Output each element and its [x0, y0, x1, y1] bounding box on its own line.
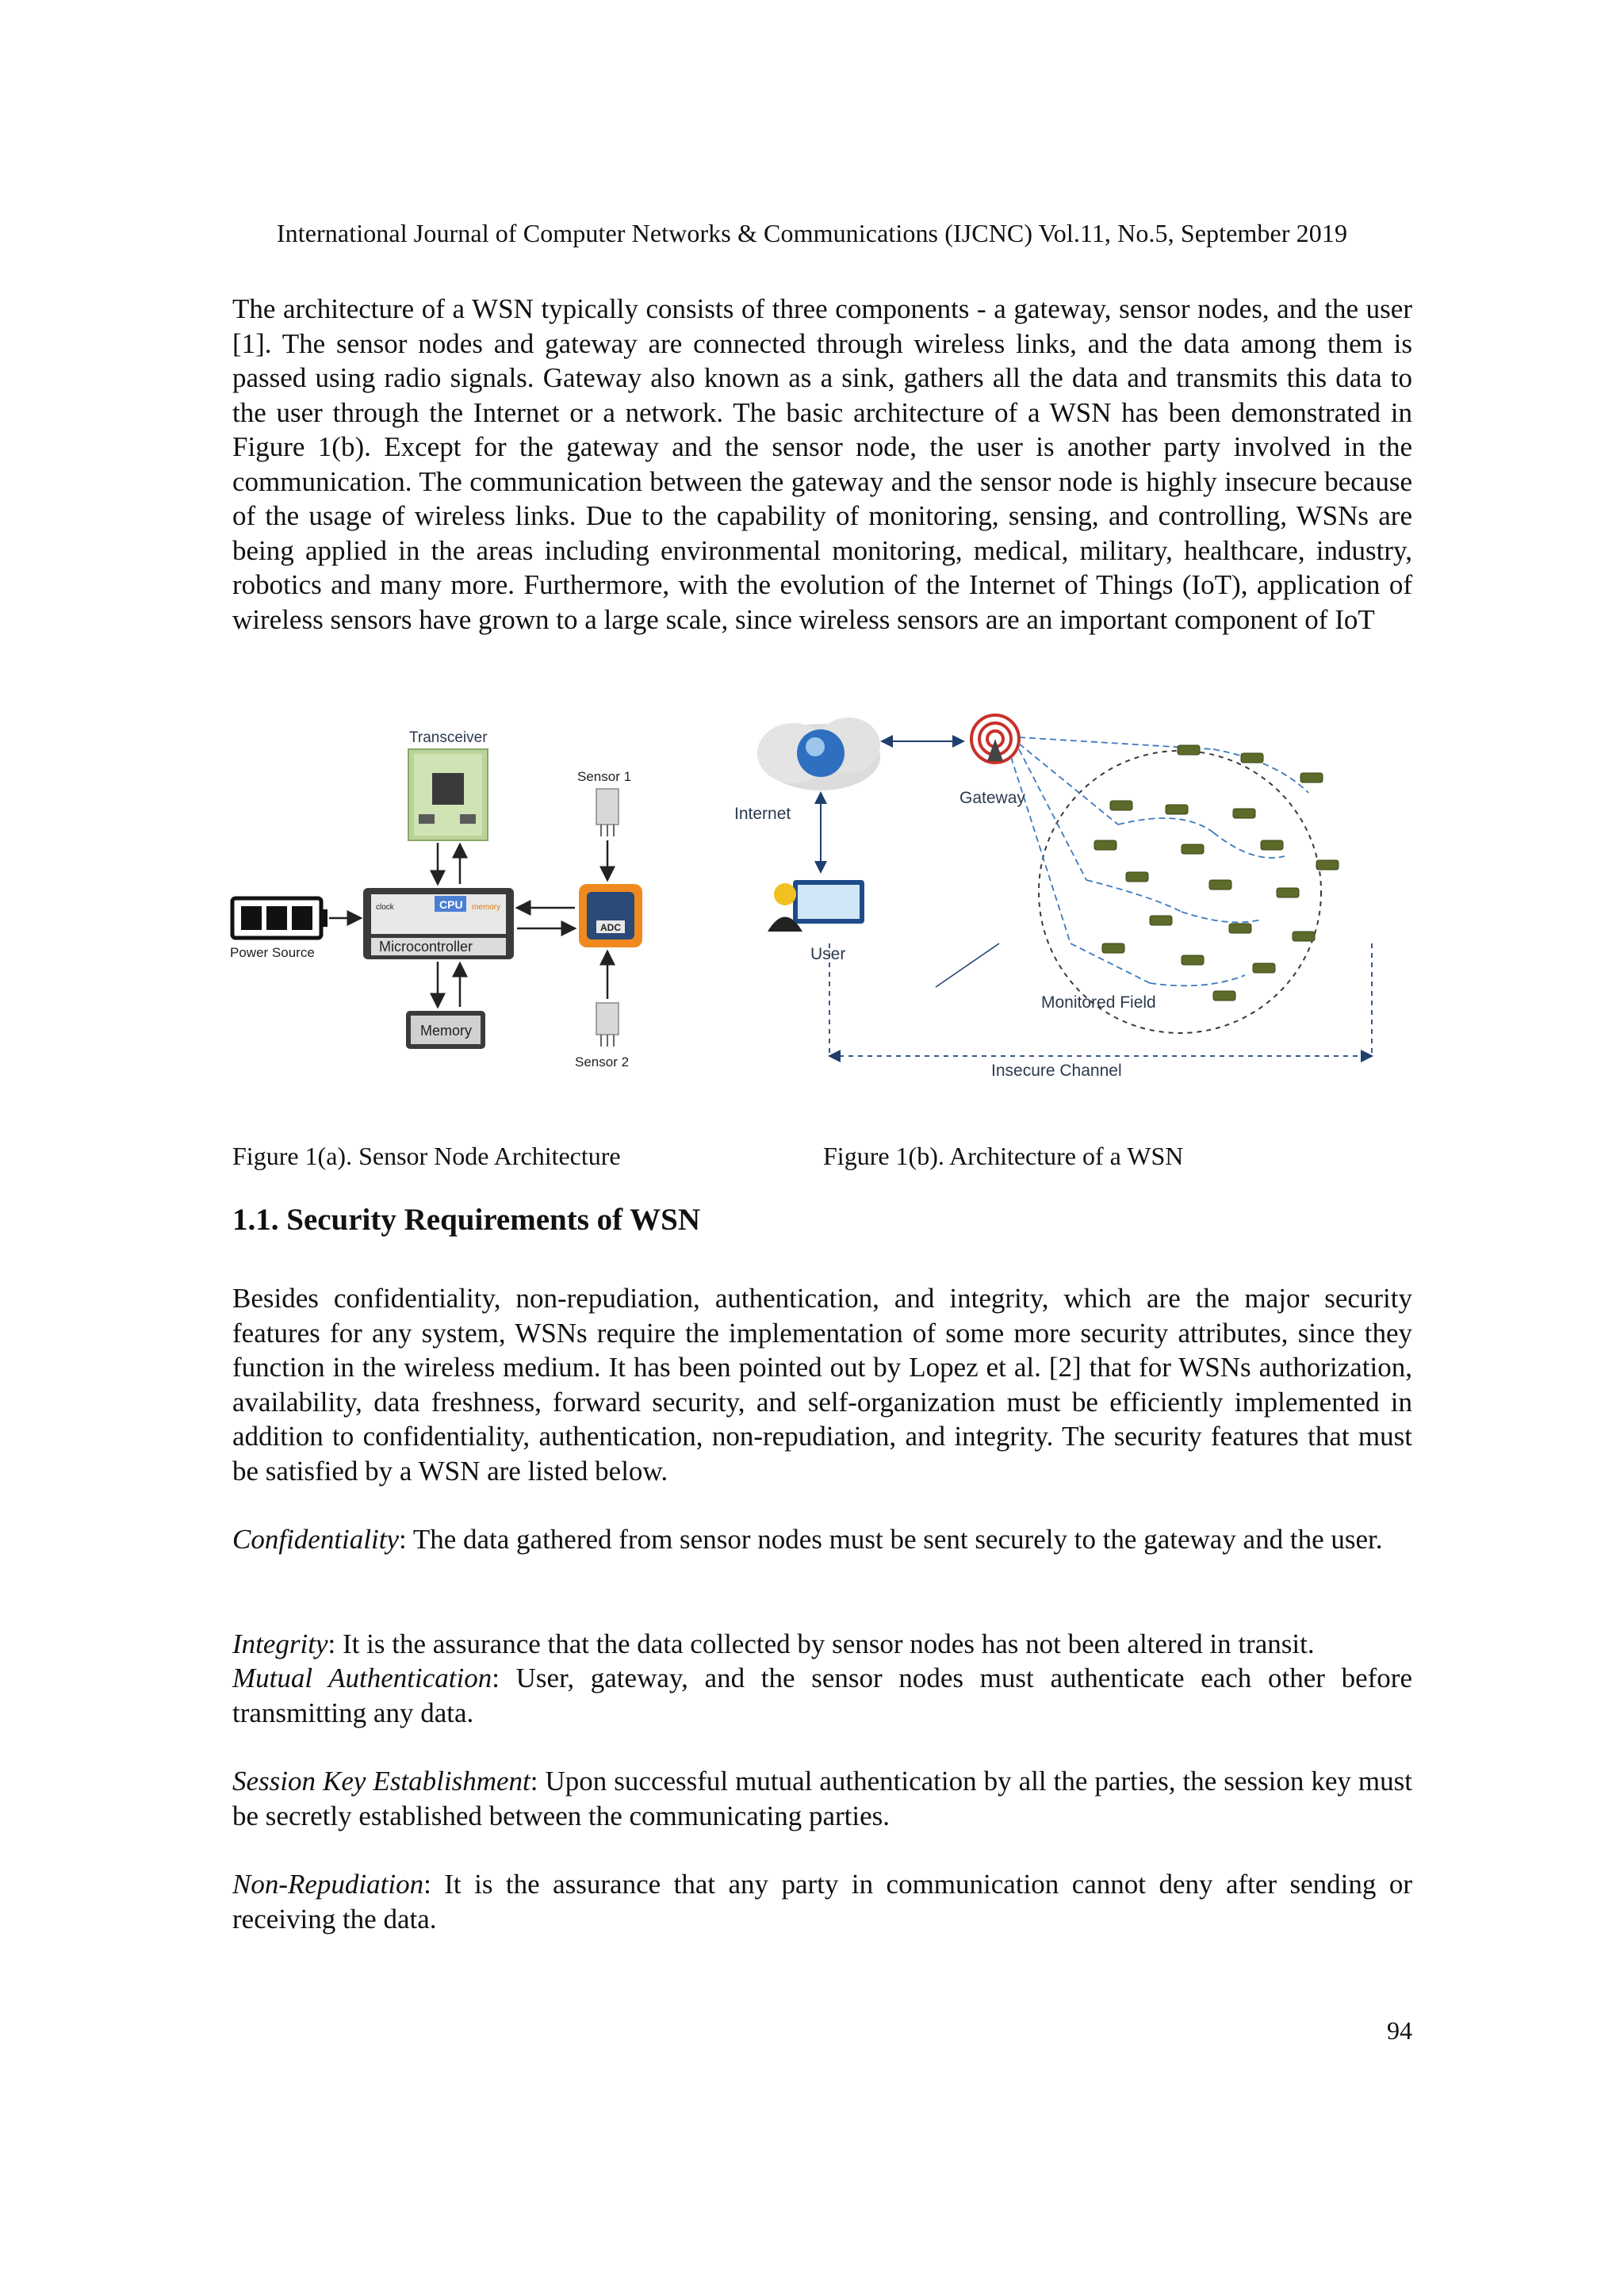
journal-header: International Journal of Computer Networks & Communications (IJCNC) Vol.11, No.5, September 2019 — [276, 219, 1348, 247]
memory-chip-label: memory — [472, 903, 501, 912]
figure-1b-wsn-architecture — [737, 706, 1388, 1086]
adc-chip-icon — [579, 884, 642, 947]
figure-1a-sensor-node-architecture — [230, 725, 674, 1078]
sensor-1-label: Sensor 1 — [577, 769, 632, 784]
requirement-text: : User, gateway, and the sensor nodes must authenticate each other before transmitting any data. — [232, 1663, 1412, 1728]
transceiver-label: Transceiver — [409, 729, 488, 746]
requirement-term: Integrity — [232, 1628, 328, 1659]
power-source-label: Power Source — [230, 945, 315, 960]
section-heading: 1.1. Security Requirements of WSN — [232, 1203, 701, 1237]
gateway-antenna-icon — [971, 715, 1019, 763]
requirement-term: Non-Repudiation — [232, 1869, 424, 1900]
cpu-label: CPU — [439, 898, 463, 911]
adc-label: ADC — [600, 922, 621, 933]
sensor-2-icon — [596, 1003, 619, 1047]
figure-1a-caption: Figure 1(a). Sensor Node Architecture — [232, 1142, 621, 1170]
transceiver-board-icon — [408, 749, 488, 840]
requirement-confidentiality — [232, 1522, 1412, 1557]
requirement-text: : It is the assurance that any party in communication cannot deny after sending or receiving the data. — [232, 1869, 1412, 1934]
memory-label: Memory — [420, 1023, 473, 1039]
figure-1b-caption: Figure 1(b). Architecture of a WSN — [823, 1142, 1184, 1170]
requirement-integrity — [232, 1627, 1412, 1662]
sensor-nodes — [1094, 745, 1339, 1001]
battery-icon — [232, 898, 327, 938]
monitored-field-pointer — [936, 943, 999, 987]
user-label: User — [810, 945, 846, 963]
page-number: 94 — [1387, 2016, 1412, 2045]
requirement-mutual-authentication — [232, 1661, 1412, 1730]
requirement-session-key — [232, 1764, 1412, 1833]
user-workstation-icon — [768, 880, 864, 932]
requirement-term: Confidentiality — [232, 1524, 399, 1555]
requirement-term: Mutual Authentication — [232, 1663, 492, 1693]
sensor-1-icon — [596, 789, 619, 836]
requirement-text: : It is the assurance that the data collected by sensor nodes has not been altered in transit. — [327, 1628, 1315, 1659]
requirement-term: Session Key Establishment — [232, 1766, 530, 1797]
gateway-label: Gateway — [959, 789, 1025, 807]
requirement-text: : Upon successful mutual authentication by all the parties, the session key must be secretly established between the communicating parties. — [232, 1766, 1412, 1831]
requirement-non-repudiation — [232, 1867, 1412, 1936]
intro-paragraph: The architecture of a WSN typically consists of three components - a gateway, sensor nodes, and the user [1]. The sensor nodes and gateway are connected through wireless links, and the data among them is passed using radio signals. Gateway also known as a sink, gathers all the data and transmits this data to the user through the Internet or a network. The basic architecture of a WSN has been demonstrated in Figure 1(b). Except for the gateway and the sensor node, the user is another party involved in the communication. The communication between the gateway and the sensor node is highly insecure because of the usage of wireless links. Due to the capability of monitoring, sensing, and controlling, WSNs are being applied in the areas including environmental monitoring, medical, military, healthcare, industry, robotics and many more. Furthermore, with the evolution of the Internet of Things (IoT), application of wireless sensors have grown to a large scale, since wireless sensors are an important component of IoT — [232, 293, 1412, 635]
microcontroller-label: Microcontroller — [379, 939, 473, 955]
insecure-channel-label: Insecure Channel — [991, 1062, 1122, 1080]
internet-cloud-icon — [757, 718, 880, 790]
section-paragraph: Besides confidentiality, non-repudiation, authentication, and integrity, which are the major security features for any system, WSNs require the implementation of some more security attributes, since they function in the wireless medium. It has been pointed out by Lopez et al. [2] that for WSNs authorization, availability, data freshness, forward security, and self-organization must be efficiently implemented in addition to confidentiality, authentication, non-repudiation, and integrity. The security features that must be satisfied by a WSN are listed below. — [232, 1283, 1412, 1487]
monitored-field-label: Monitored Field — [1041, 993, 1156, 1012]
clock-label: clock — [376, 903, 394, 912]
wireless-links — [1011, 737, 1308, 985]
requirement-text: : The data gathered from sensor nodes must be sent securely to the gateway and the user. — [398, 1524, 1383, 1555]
sensor-2-label: Sensor 2 — [575, 1054, 630, 1070]
internet-label: Internet — [734, 805, 791, 823]
